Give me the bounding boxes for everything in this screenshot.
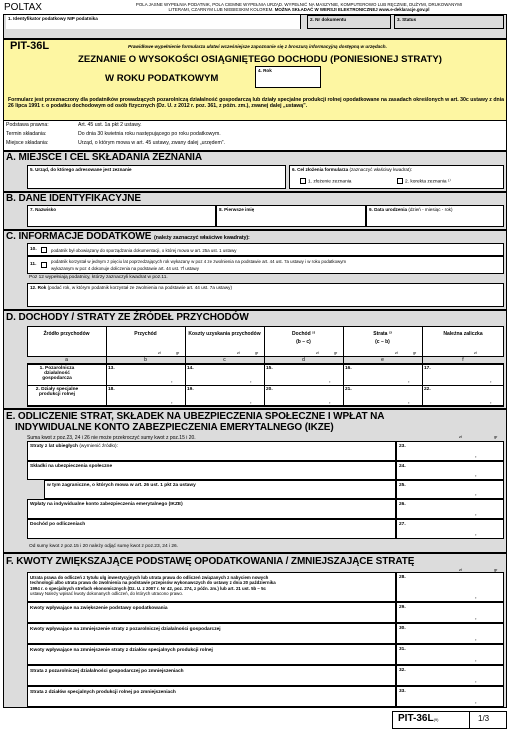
zl-label: zł — [316, 351, 319, 355]
decimal-comma: , — [408, 399, 410, 405]
field-number: 14. — [187, 366, 194, 371]
section-e-note: Suma kwot z poz.23, 24 i 26 nie może przekroczyć sumy kwot z poz.15 i 20. — [27, 435, 196, 441]
deduction-row — [27, 519, 396, 539]
correction-option-label: 2. korekta zeznania ¹⁾ — [405, 179, 451, 185]
section-e-title1: E. ODLICZENIE STRAT, SKŁADEK NA UBEZPIECZENIA SPOŁECZNE I WPŁAT NA — [6, 411, 385, 422]
decimal-comma: , — [475, 615, 477, 621]
decimal-comma: , — [475, 511, 477, 517]
column-letter: d — [302, 357, 305, 363]
deduction-label: Składki na ubezpieczenia społeczne — [30, 464, 113, 469]
field-number: 25. — [399, 483, 406, 488]
section-d-title: D. DOCHODY / STRATY ZE ŹRÓDEŁ PRZYCHODÓW — [6, 312, 249, 323]
decimal-comma: , — [475, 531, 477, 537]
footer-page: 1/3 — [478, 714, 490, 723]
col-income-sub: (b – c) — [296, 339, 311, 345]
field-number: 32. — [399, 668, 406, 673]
field-number: 30. — [399, 626, 406, 631]
year-field[interactable]: 4. Rok — [255, 66, 321, 88]
field-number: 16. — [345, 366, 352, 371]
decimal-comma: , — [408, 378, 410, 384]
column-letter: c — [223, 357, 226, 363]
decimal-comma: , — [475, 472, 477, 478]
decimal-comma: , — [475, 657, 477, 663]
exemption-checkbox[interactable] — [41, 262, 47, 268]
decimal-comma: , — [329, 378, 331, 384]
deduction-row — [44, 480, 396, 499]
source-label: 1. Pozarolnicza działalność gospodarcza — [39, 366, 75, 382]
field-number: 22. — [424, 387, 431, 392]
field-number: 24. — [399, 464, 406, 469]
gr-label: gr — [176, 351, 180, 355]
section-b-title: B. DANE IDENTYFIKACYJNE — [6, 193, 141, 204]
adjustment-amount-field[interactable] — [396, 644, 504, 665]
adjustment-amount-field[interactable] — [396, 602, 504, 623]
adjustment-label: Strata z działów specjalnych produkcji rolnej po zmniejszeniach — [30, 690, 176, 695]
zl-label: zł — [158, 351, 161, 355]
decimal-comma: , — [171, 378, 173, 384]
adjustment-amount-field[interactable] — [396, 623, 504, 644]
nip-field[interactable]: 1. Identyfikator podatkowy NIP podatnika — [6, 15, 301, 29]
filing-option-label: 1. złożenie zeznania — [308, 179, 352, 185]
amount-field[interactable] — [106, 364, 185, 385]
adjustment-amount-field[interactable] — [396, 665, 504, 686]
amount-field[interactable] — [185, 364, 264, 385]
deduction-amount-field[interactable] — [396, 480, 504, 499]
tax-office-field[interactable]: 5. Urząd, do którego adresowane jest zeznanie — [27, 165, 286, 189]
col-source: Źródło przychodów — [43, 331, 90, 337]
decimal-comma: , — [329, 399, 331, 405]
adjustment-label: Kwoty wpływające na zmniejszenie straty z pozarolniczej działalności gospodarczej — [30, 627, 221, 632]
field-10-text: podatnik był obowiązany do sporządzania dokumentacji, o której mowa w art. 25a ust. 1 ustawy — [51, 248, 237, 253]
info-row: Podstawa prawna: Art. 45 ust. 1a pkt 2 ustawy. — [6, 122, 142, 128]
row-divider — [27, 406, 504, 407]
decimal-comma: , — [475, 636, 477, 642]
col-revenue: Przychód — [134, 331, 157, 337]
col-loss: Strata ²⁾ — [373, 331, 392, 337]
row-28: Utrata prawa do odliczeń z tytułu ulg inwestycyjnych lub utrata prawa do odliczeń związanych z nabyciem nowych technologii albo utrata prawa do zwolnienia na podstawie przepisów wykonawczych do ustawy z dnia 20 października 1994 r. o specjalnych strefach ekonomicznych (Dz. U. z 2007 r. Nr 42, poz. 274, z późn. zm.) lub art. 21 ust. 5b – 5c ustawy Należy wpisać kwoty dokonanych odliczeń, do których utracono prawo. — [27, 572, 396, 602]
title-line1: ZEZNANIE O WYSOKOŚCI OSIĄGNIĘTEGO DOCHODU (PONIESIONEJ STRATY) — [78, 54, 442, 65]
amount-field[interactable] — [422, 364, 504, 385]
title-hint: Prawidłowe wypełnienie formularza ułatwi wcześniejsze zapoznanie się z broszurą informacyjną dostępną w urzędach. — [128, 44, 387, 49]
gr-label: gr — [413, 351, 417, 355]
deduction-label: Wpłaty na indywidualne konto zabezpieczenia emerytalnego (IKZE) — [30, 502, 183, 507]
amount-28-field[interactable]: 28. , — [396, 572, 504, 602]
adjustment-row — [27, 665, 396, 686]
field-number: 27. — [399, 522, 406, 527]
amount-field[interactable] — [264, 364, 343, 385]
adjustment-label: Kwoty wpływające na zwiększenie podstawy opodatkowania — [30, 606, 168, 611]
birth-date-field[interactable]: 9. Data urodzenia (dzień - miesiąc - rok) — [366, 205, 504, 227]
source-label: 2. Działy specjalne produkcji rolnej — [35, 387, 79, 398]
decimal-comma: , — [171, 399, 173, 405]
field-number: 15. — [266, 366, 273, 371]
field-number: 29. — [399, 605, 406, 610]
adjustment-row — [27, 686, 396, 707]
decimal-comma: , — [475, 699, 477, 705]
decimal-comma: , — [490, 378, 492, 384]
footer-code: PIT-36L(9) — [398, 713, 439, 724]
field-number: 31. — [399, 647, 406, 652]
brand-logo: POLTAX — [4, 2, 42, 13]
amount-field[interactable] — [343, 364, 422, 385]
gr-label: gr — [255, 351, 259, 355]
adjustment-row — [27, 602, 396, 623]
deduction-row — [27, 441, 396, 461]
column-letter: f — [462, 357, 464, 363]
form-description: Formularz jest przeznaczony dla podatników prowadzących pozarolniczą działalność gospodarczą lub działy specjalne produkcji rolnej opodatkowane na zasadach określonych w art. 30c ustawy z dnia 26 lipca 1991 r. o podatku dochodowym od osób fizycznych (Dz. U. z 2012 r. poz. 361, z późn. zm.), zwanej dalej „ustawą”. — [8, 97, 504, 110]
first-name-field[interactable]: 8. Pierwsze imię — [216, 205, 366, 227]
field-11-text-line1: podatnik korzystał w jednym z pięciu lat poprzedzających rok wykazany w poz 4 ze zwolnienia na podstawie art. 44 ust. 7a ustawy i w roku podatkowym — [51, 259, 347, 264]
adjustment-amount-field[interactable] — [396, 686, 504, 707]
amount-field[interactable] — [185, 385, 264, 406]
deduction-amount-field[interactable] — [396, 441, 504, 461]
col-advance: Należna zaliczka — [443, 331, 483, 337]
deduction-row — [27, 499, 396, 519]
deduction-label: Dochód po odliczeniach — [30, 522, 86, 527]
gr-label: gr — [334, 351, 338, 355]
fill-notice-line2: LITERAMI, CZARNYM LUB NIEBIESKIM KOLOREM. MOŻNA SKŁADAĆ W WERSJI ELEKTRONICZNEJ www.e-deklaracje.gov.pl — [168, 7, 430, 13]
adjustment-label: Kwoty wpływające na zmniejszenie straty z działów specjalnych produkcji rolnej — [30, 648, 213, 653]
field-number: 21. — [345, 387, 352, 392]
field-number: 19. — [187, 387, 194, 392]
title-line2: W ROKU PODATKOWYM — [105, 73, 219, 84]
section-e-gr: gr — [494, 435, 498, 439]
section-e-footnote: Od sumy kwot z poz.15 i 20 należy odjąć sumę kwot z poz.23, 24 i 26. — [29, 544, 179, 549]
col-income: Dochód ²⁾ — [292, 331, 315, 337]
deduction-row — [27, 461, 396, 480]
deduction-label: Straty z lat ubiegłych (wymienić źródło): — [30, 444, 118, 449]
decimal-comma: , — [250, 378, 252, 384]
amount-field[interactable] — [264, 385, 343, 406]
correction-checkbox[interactable] — [397, 178, 403, 184]
surname-field[interactable]: 7. Nazwisko — [27, 205, 216, 227]
section-e-title2: INDYWIDUALNE KONTO ZABEZPIECZENIA EMERYTALNEGO (IKZE) — [15, 422, 334, 433]
decimal-comma: , — [475, 453, 477, 459]
document-number-field: 2. Nr dokumentu — [307, 15, 391, 29]
field-number: 13. — [108, 366, 115, 371]
amount-field[interactable] — [343, 385, 422, 406]
col-costs: Koszty uzyskania przychodów — [188, 331, 261, 337]
col-loss-sub: (c – b) — [375, 339, 390, 345]
filing-checkbox[interactable] — [300, 178, 306, 184]
decimal-comma: , — [250, 399, 252, 405]
decimal-comma: , — [475, 491, 477, 497]
field-number: 18. — [108, 387, 115, 392]
section-f-zl: zł — [459, 568, 462, 572]
fill-notice-line1: POLA JASNE WYPEŁNIA PODATNIK, POLA CIEMNE WYPEŁNIA URZĄD. WYPEŁNIĆ NA MASZYNIE, KOMPUTEROWO LUB RĘCZNIE, DUŻYMI, DRUKOWANYMI — [135, 2, 463, 7]
field-number: 20. — [266, 387, 273, 392]
field-number: 23. — [399, 444, 406, 449]
amount-field[interactable] — [422, 385, 504, 406]
info-rows — [6, 121, 225, 148]
column-letter: b — [144, 357, 147, 363]
adjustment-label: Strata z pozarolniczej działalności gospodarczej po zmniejszeniach — [30, 669, 184, 674]
deduction-amount-field[interactable] — [396, 461, 504, 480]
field-number: 33. — [399, 689, 406, 694]
decimal-comma: , — [475, 678, 477, 684]
deduction-label: w tym zagraniczne, o których mowa w art. 26 ust. 1 pkt 2a ustawy — [47, 483, 196, 488]
field-12-year[interactable]: 12. Rok (podać rok, w którym podatnik korzystał ze zwolnienia na podstawie art. 44 ust. 7a ustawy) — [27, 283, 504, 307]
amount-field[interactable] — [106, 385, 185, 406]
section-a-title: A. MIEJSCE I CEL SKŁADANIA ZEZNANIA — [6, 152, 202, 163]
form-code: PIT-36L — [10, 40, 50, 52]
info-row: Miejsce składania: Urząd, o którym mowa w art. 45 ustawy, zwany dalej „urzędem”. — [6, 140, 225, 146]
decimal-comma: , — [490, 399, 492, 405]
zl-label: zł — [474, 351, 477, 355]
adjustment-row — [27, 623, 396, 644]
column-letter: a — [65, 357, 68, 363]
field-10-row: 10. podatnik był obowiązany do sporządzania dokumentacji, o której mowa w art. 25a ust. 1 ustawy — [27, 243, 504, 256]
column-letter: e — [381, 357, 384, 363]
section-f-title: F. KWOTY ZWIĘKSZAJĄCE PODSTAWĘ OPODATKOWANIA / ZMNIEJSZAJĄCE STRATĘ — [6, 556, 415, 567]
documentation-checkbox[interactable] — [41, 247, 47, 253]
zl-label: zł — [237, 351, 240, 355]
field-11-text-line2: wykazanym w poz 4 dokonuje doliczenia na podstawie art. 44 ust. 7f ustawy — [51, 266, 199, 271]
form-purpose-field: 6. Cel złożenia formularza (zaznaczyć właściwy kwadrat): 1. złożenie zeznania 2. korekta zeznania ¹⁾ — [289, 165, 504, 189]
field-number: 26. — [399, 502, 406, 507]
info-row: Termin składania: Do dnia 30 kwietnia roku następującego po roku podatkowym. — [6, 131, 221, 137]
section-c-title: C. INFORMACJE DODATKOWE (należy zaznaczyć właściwe kwadraty): — [6, 231, 250, 242]
adjustment-row — [27, 644, 396, 665]
fill-notice — [90, 2, 508, 12]
field-number: 17. — [424, 366, 431, 371]
section-f-gr: gr — [494, 568, 498, 572]
field-12-note: Poz 12 wypełniają podatnicy, którzy zaznaczyli kwadrat w poz.11. — [29, 275, 168, 280]
status-field: 3. Status — [394, 15, 504, 29]
zl-label: zł — [395, 351, 398, 355]
footer-divider — [469, 711, 470, 729]
deduction-amount-field[interactable] — [396, 519, 504, 539]
section-e-zl: zł — [459, 435, 462, 439]
deduction-amount-field[interactable] — [396, 499, 504, 519]
field-11-row: 11. podatnik korzystał w jednym z pięciu lat poprzedzających rok wykazany w poz 4 ze zwolnienia na podstawie art. 44 ust. 7a ustawy i w roku podatkowym wykazanym w poz 4 dokonuje doliczenia na podstawie art. 44 ust. 7f ustawy — [27, 256, 504, 274]
